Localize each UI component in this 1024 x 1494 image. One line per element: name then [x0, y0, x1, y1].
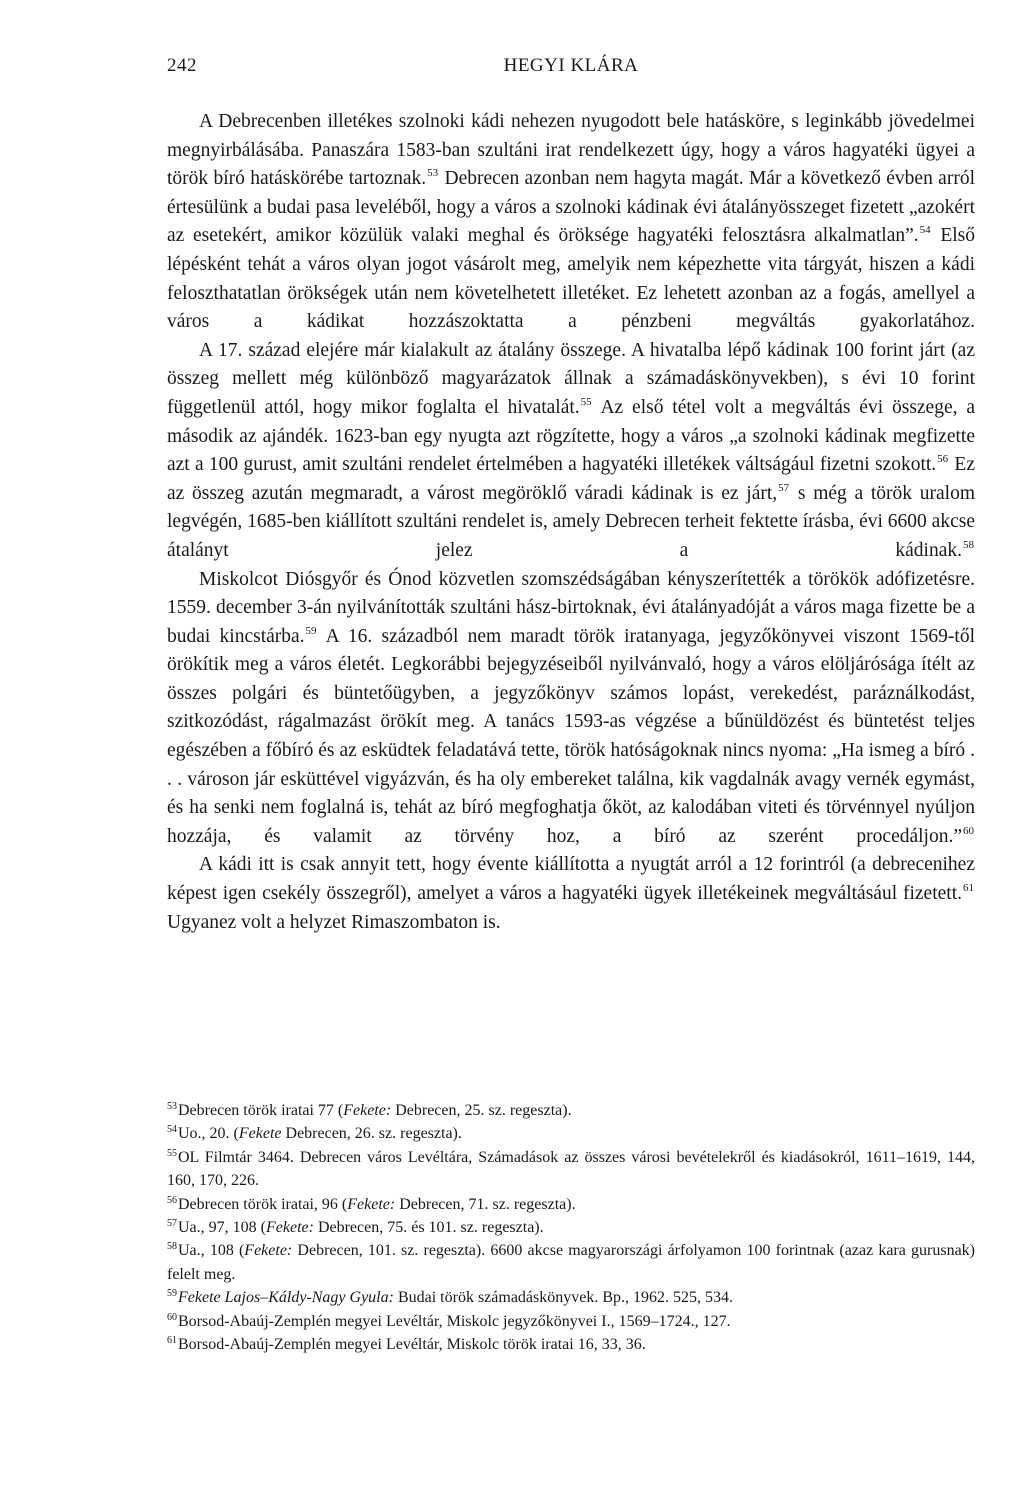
text-run: A kádi itt is csak annyit tett, hogy évente kiállította a nyugtát arról a 12 forintról (a debrecenihez képest igen csekély összegről), amelyet a város a hagyatéki ügyek illetékeinek megváltásául fizetett. — [167, 854, 975, 905]
text-run: Első lépésként tehát a város olyan jogot vásárolt meg, amelyik nem képezhette vita tárgyát, hiszen a kádi feloszthatatlan örökségek után nem követelhetett illetéket. Ez lehetett azonban az a fogás, amellyel a város a kádikat hozzászoktatta a pénzbeni megváltás gyakorlatához. — [167, 225, 976, 333]
footnote — [167, 1193, 975, 1216]
footnote-number: 56 — [167, 1194, 177, 1206]
footnote-ref: 61 — [963, 882, 974, 895]
footnote-text: Debrecen, 26. sz. regeszta). — [281, 1125, 462, 1143]
footnote-ref: 55 — [580, 395, 592, 408]
footnote — [167, 1122, 975, 1145]
footnote-text: Debrecen, 25. sz. regeszta). — [391, 1102, 572, 1119]
footnote-text: Ua., 97, 108 ( — [178, 1219, 266, 1237]
footnote-author: Fekete: — [343, 1102, 392, 1119]
footnote-text: Debrecen, 101. sz. regeszta). 6600 akcse magyarországi árfolyamon 100 forintnak (azaz kara gurusnak) felelt meg. — [167, 1242, 975, 1283]
footnote-text: Budai török számadáskönyvek. Bp., 1962. 525, 534. — [393, 1289, 734, 1307]
footnote — [167, 1146, 975, 1193]
footnote-author: Fekete: — [265, 1219, 314, 1237]
footnote-ref: 60 — [963, 824, 974, 837]
footnote-ref: 54 — [919, 224, 931, 237]
footnote-text: Debrecen török iratai, 96 ( — [178, 1195, 348, 1213]
footnote-number: 55 — [167, 1147, 177, 1159]
footnote-author: Fekete — [238, 1125, 282, 1143]
footnote-author: Fekete: — [244, 1242, 293, 1260]
text-run: Debrecen azonban nem hagyta magát. Már a következő évben arról értesülünk a budai pasa leveléből, hogy a város a szolnoki kádinak évi átalányösszeget fizetett „azokért az esetekért, amikor közülük valaki meghal és öröksége hagyatéki felosztásra alkalmatlan”. — [167, 168, 975, 247]
text-run: A 17. század elejére már kialakult az átalány összege. A hivatalba lépő kádinak 100 forint járt (az összeg mellett még különböző magyarázatok állnak a számadáskönyvekben), s évi 10 forint függetlenül attól, hogy mikor foglalta el hivatalát. — [167, 339, 975, 418]
footnote-ref: 53 — [427, 167, 439, 180]
page-header — [167, 55, 975, 83]
footnote-text: OL Filmtár 3464. Debrecen város Levéltára, Számadások az összes városi bevételekről és kiadásokról, 1611–1619, 144, 160, 170, 226. — [167, 1148, 975, 1190]
footnote-number: 58 — [167, 1241, 177, 1253]
text-run: Az első tétel volt a megváltás évi összege, a második az ajándék. 1623-ban egy nyugta azt rögzítette, hogy a város „a szolnoki kádinak megfizette azt a 100 gurust, amit szultáni rendelet értelmében a hagyatéki illetékek váltságául fizetni szokott. — [167, 396, 976, 476]
footnote-ref: 59 — [305, 624, 317, 637]
page-number: 242 — [167, 55, 197, 76]
paragraph — [167, 566, 975, 852]
footnote-ref: 56 — [937, 453, 949, 466]
paragraph — [167, 337, 975, 566]
footnote-number: 53 — [167, 1101, 177, 1112]
footnote — [167, 1099, 975, 1122]
footnote — [167, 1310, 975, 1333]
footnote-text: Uo., 20. ( — [178, 1125, 239, 1143]
text-run: Ugyanez volt a helyzet Rimaszombaton is. — [167, 911, 501, 933]
footnote-author: Fekete Lajos–Káldy-Nagy Gyula: — [178, 1289, 394, 1307]
footnote-number: 60 — [167, 1311, 177, 1323]
paragraph — [167, 851, 975, 937]
footnote-number: 57 — [167, 1218, 177, 1230]
footnote-number: 59 — [167, 1288, 177, 1300]
text-run: Miskolcot Diósgyőr és Ónod közvetlen szomszédságában kényszerítették a törökök adófizetésre. 1559. december 3-án nyilvánították szultáni hász-birtoknak, évi átalányadóját a város maga fizette be a budai kincstárba. — [167, 568, 975, 647]
footnote-number: 61 — [167, 1335, 177, 1347]
footnote-text: Borsod-Abaúj-Zemplén megyei Levéltár, Miskolc török iratai 16, 33, 36. — [178, 1336, 646, 1354]
text-run: Ez az összeg azután megmaradt, a várost megöröklő váradi kádinak is ez járt, — [167, 454, 975, 504]
footnote-ref: 58 — [963, 538, 974, 551]
footnote-text: Ua., 108 ( — [178, 1242, 245, 1260]
footnote-text: Debrecen török iratai 77 ( — [178, 1102, 344, 1119]
footnote-author: Fekete: — [347, 1195, 396, 1213]
text-run: A 16. századból nem maradt török iratanyaga, jegyzőkönyvei viszont 1569-től örökítik meg a város életét. Legkorábbi bejegyzéseiből nyilvánvaló, hogy a város elöljárósága ítélt az összes polgári és büntetőügyben, a jegyzőkönyv számos lopást, verekedést, paráználkodást, szitkozódást, rágalmazást örökít meg. A tanács 1593-as végzése a bűnüldözést és büntetést teljes egészében a főbíró és az esküdtek feladatává tette, török hatóságoknak nincs nyoma: „Ha ismeg a bíró . . . városon jár esküttével vigyázván, és ha oly embereket találna, kik vagdalnák avagy vernék egymást, és ha senki nem foglalná is, tehát az bíró megfoghatja őköt, az kalodában viteti és törvénnyel nyúljon hozzája, és valamit az törvény hoz, a bíró az szerént procedáljon.” — [167, 625, 975, 847]
footnote — [167, 1216, 975, 1239]
footnote — [167, 1239, 975, 1286]
paragraph — [167, 108, 975, 337]
running-title: HEGYI KLÁRA — [503, 55, 639, 76]
footnote — [167, 1286, 975, 1309]
footnote-text: Debrecen, 71. sz. regeszta). — [395, 1195, 576, 1213]
main-text — [167, 108, 975, 937]
footnotes — [167, 1099, 975, 1356]
text-run: A Debrecenben illetékes szolnoki kádi nehezen nyugodott bele hatásköre, s leginkább jövedelmei megnyirbálásába. Panaszára 1583-ban szultáni irat rendelkezett úgy, hogy a város hagyatéki ügyei a török bíró hatáskörébe tartoznak. — [167, 111, 975, 190]
footnote-number: 54 — [167, 1124, 177, 1136]
text-run: s még a török uralom legvégén, 1685-ben kiállított szultáni rendelet is, amely Debrecen terheit fektette írásba, évi 6600 akcse átalányt jelez a kádinak. — [167, 482, 976, 561]
footnote — [167, 1333, 975, 1356]
footnote-text: Borsod-Abaúj-Zemplén megyei Levéltár, Miskolc jegyzőkönyvei I., 1569–1724., 127. — [178, 1312, 731, 1330]
footnote-ref: 57 — [778, 481, 790, 494]
footnote-text: Debrecen, 75. és 101. sz. regeszta). — [313, 1219, 544, 1237]
